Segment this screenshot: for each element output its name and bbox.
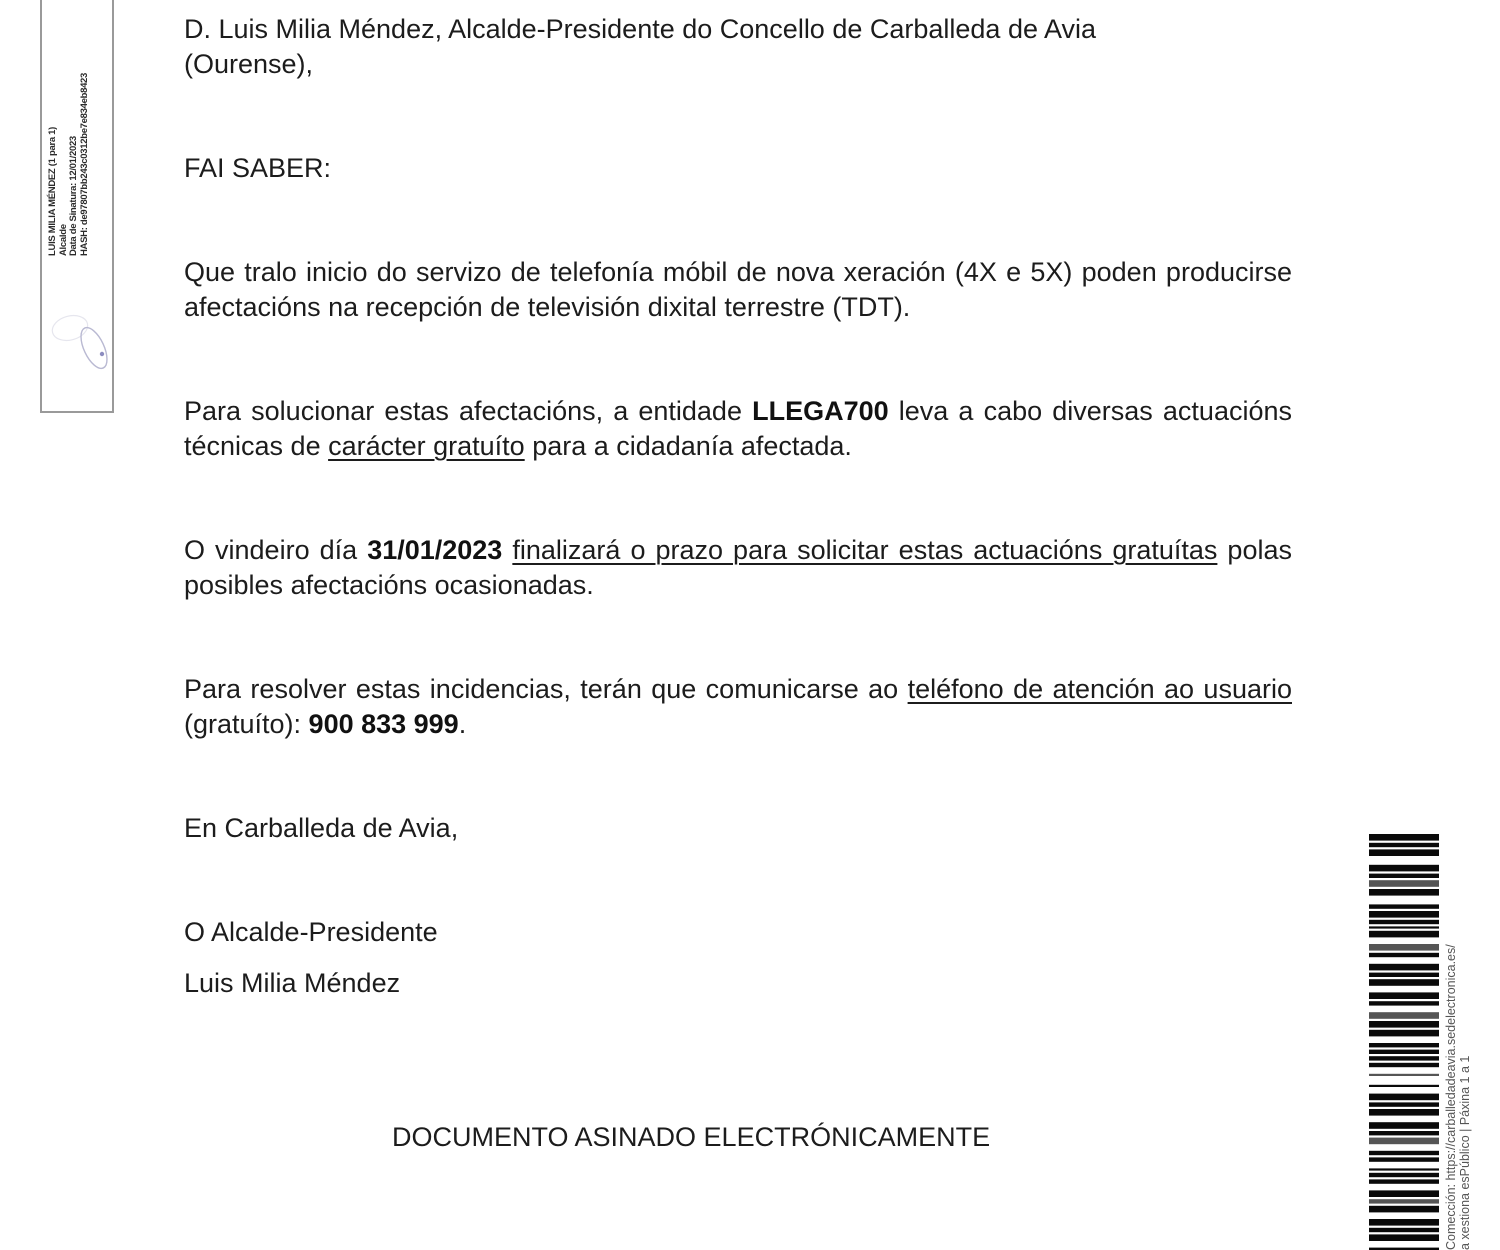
place-line: En Carballeda de Avia, xyxy=(184,813,459,843)
barcode-bar xyxy=(1369,1085,1439,1087)
barcode-bar xyxy=(1369,1050,1439,1054)
paragraph-llega700 xyxy=(184,394,1292,464)
text: leva a cabo diversas actuacións técnicas de xyxy=(184,396,1292,461)
barcode-bar xyxy=(1369,1138,1439,1145)
barcode-bar xyxy=(1369,874,1439,878)
barcode-icon xyxy=(1369,834,1439,1250)
barcode-bar xyxy=(1369,1228,1439,1232)
barcode-bar xyxy=(1369,1151,1439,1155)
deadline-date: 31/01/2023 xyxy=(367,535,503,565)
verification-text xyxy=(1444,944,1472,1250)
barcode-bar xyxy=(1369,1122,1439,1129)
text: polas posibles afectacións ocasionadas. xyxy=(184,535,1292,600)
intro-line-1: D. Luis Milia Méndez, Alcalde-Presidente do Concello de Carballeda de Avia xyxy=(184,14,1097,44)
barcode-bar xyxy=(1369,880,1439,887)
barcode-bar xyxy=(1369,1109,1439,1116)
barcode-bar xyxy=(1369,911,1439,918)
phone-number: 900 833 999 xyxy=(308,709,459,739)
barcode-bar xyxy=(1369,889,1439,896)
verification-url: Comección: https://carballedadeavia.sedelectronica.es/ xyxy=(1444,944,1458,1250)
heading-fai-saber: FAI SABER: xyxy=(184,153,332,183)
barcode-bar xyxy=(1369,920,1439,924)
barcode-bar xyxy=(1369,1030,1439,1037)
underlined-deadline-text: finalizará o prazo para solicitar estas actuacións gratuítas xyxy=(512,535,1218,565)
signature-date: Data de Sinatura: 12/01/2023 xyxy=(68,136,79,256)
barcode-bar xyxy=(1369,834,1439,841)
barcode-bar xyxy=(1369,944,1439,951)
text: O vindeiro día xyxy=(184,535,368,565)
text: Para solucionar estas afectacións, a entidade xyxy=(184,396,753,426)
barcode-bar xyxy=(1369,904,1439,908)
paragraph-tdt-notice: Que tralo inicio do servizo de telefonía móbil de nova xeración (4X e 5X) poden producirse afectacións na recepción de televisión dixital terrestre (TDT). xyxy=(184,257,1292,322)
barcode-bar xyxy=(1369,865,1439,872)
barcode-bar xyxy=(1369,1043,1439,1047)
underlined-user-helpline: teléfono de atención ao usuario xyxy=(907,674,1292,704)
intro-paragraph xyxy=(184,12,1292,82)
text: para a cidadanía afectada. xyxy=(524,431,852,461)
barcode-bar xyxy=(1369,1157,1439,1161)
signer-name: LUIS MILIA MÉNDEZ (1 para 1) xyxy=(47,126,58,256)
barcode-bar xyxy=(1369,1168,1439,1170)
barcode-bar xyxy=(1369,926,1439,928)
barcode-bar xyxy=(1369,1012,1439,1019)
barcode-bar xyxy=(1369,979,1439,986)
barcode-bar xyxy=(1369,1063,1439,1067)
barcode-bar xyxy=(1369,1131,1439,1135)
barcode-bar xyxy=(1369,1102,1439,1106)
barcode-bar xyxy=(1369,1199,1439,1203)
barcode-bar xyxy=(1369,1219,1439,1226)
paragraph-contact xyxy=(184,672,1292,742)
intro-line-2: (Ourense), xyxy=(184,49,314,79)
barcode-bar xyxy=(1369,964,1439,971)
barcode-bar xyxy=(1369,1179,1439,1183)
signer-title: O Alcalde-Presidente xyxy=(184,917,438,947)
barcode-bar xyxy=(1369,1173,1439,1177)
barcode-bar xyxy=(1369,953,1439,957)
text: Para resolver estas incidencias, terán que comunicarse ao xyxy=(184,674,908,704)
signature-details xyxy=(48,73,90,256)
underlined-free-of-charge: carácter gratuíto xyxy=(328,431,525,461)
signature-seal-icon xyxy=(48,290,112,380)
verification-page: a xestiona esPúblico | Páxina 1 a 1 xyxy=(1458,1055,1472,1250)
signature-hash: HASH: de97807bb243c0312be7e834eb8423 xyxy=(78,72,90,256)
barcode-bar xyxy=(1369,1234,1439,1241)
electronically-signed-notice: DOCUMENTO ASINADO ELECTRÓNICAMENTE xyxy=(392,1122,991,1152)
paragraph-deadline xyxy=(184,533,1292,603)
barcode-bar xyxy=(1369,1074,1439,1076)
barcode-bar xyxy=(1369,1206,1439,1213)
barcode-bar xyxy=(1369,1056,1439,1060)
barcode-bar xyxy=(1369,1094,1439,1101)
barcode-bar xyxy=(1369,1190,1439,1197)
barcode-bar xyxy=(1369,992,1439,999)
barcode-bar xyxy=(1369,1021,1439,1028)
barcode-bar xyxy=(1369,973,1439,977)
text: (gratuíto): xyxy=(184,709,309,739)
signer-role: Alcalde xyxy=(57,224,69,256)
barcode-bar xyxy=(1369,849,1439,856)
electronic-signature-box xyxy=(40,0,114,413)
barcode-bar xyxy=(1369,1001,1439,1005)
barcode-bar xyxy=(1369,843,1439,847)
text: . xyxy=(458,709,467,739)
text xyxy=(502,535,512,565)
barcode-bar xyxy=(1369,931,1439,938)
signer-name-line: Luis Milia Méndez xyxy=(184,968,401,998)
entity-name: LLEGA700 xyxy=(752,396,889,426)
